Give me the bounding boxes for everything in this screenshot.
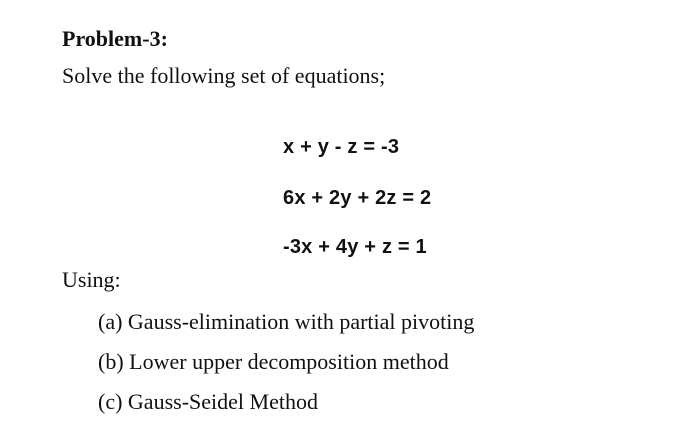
problem-title: Problem-3: [62,26,168,51]
equation-1: x + y - z = -3 [283,136,400,158]
method-a: (a) Gauss-elimination with partial pivoting [98,309,475,334]
method-b: (b) Lower upper decomposition method [98,349,449,374]
method-c: (c) Gauss-Seidel Method [98,389,318,414]
equation-2: 6x + 2y + 2z = 2 [283,187,432,209]
using-label: Using: [62,267,121,292]
equation-3: -3x + 4y + z = 1 [283,236,427,258]
problem-instruction: Solve the following set of equations; [62,63,386,88]
